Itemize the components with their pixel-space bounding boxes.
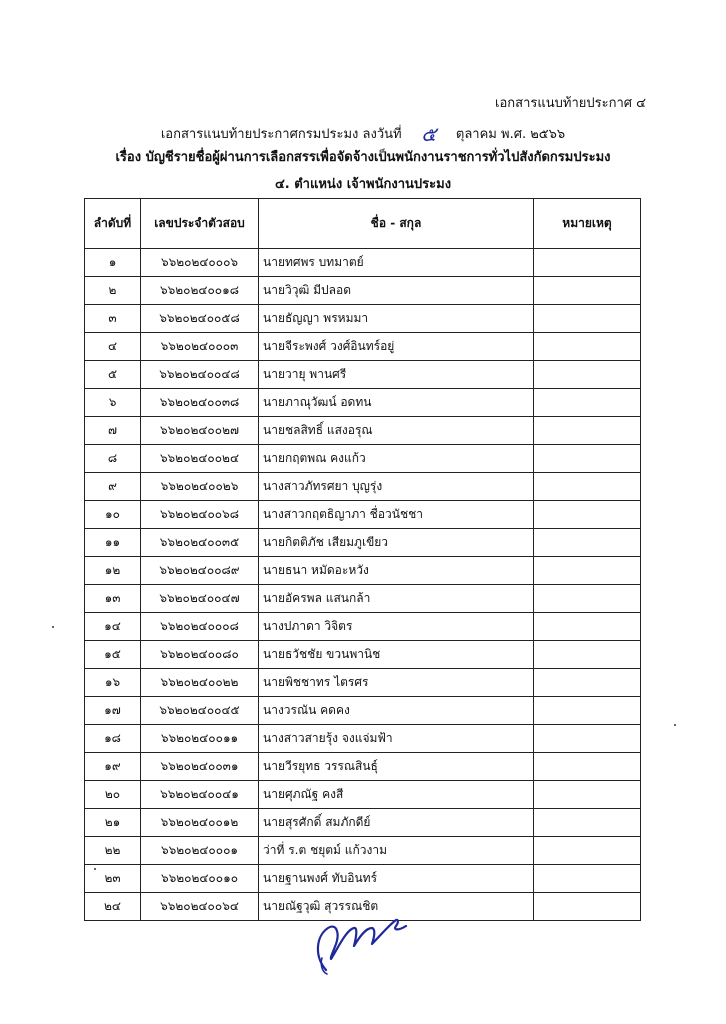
- row-number: ๑๗: [85, 697, 141, 725]
- document-prefix: เอกสารแนบท้ายประกาศกรมประมง ลงวันที่: [160, 127, 402, 142]
- note-cell: [534, 333, 641, 361]
- table-row: [85, 249, 641, 277]
- exam-id-cell: ๖๖๒๐๒๔๐๐๑๑: [141, 725, 259, 753]
- table-row: [85, 585, 641, 613]
- name-cell: นายกิตติภัช เสียมภูเขียว: [259, 529, 534, 557]
- exam-id-cell: ๖๖๒๐๒๔๐๐๓๕: [141, 529, 259, 557]
- row-number: ๑๙: [85, 753, 141, 781]
- table-row: [85, 277, 641, 305]
- row-number: ๒๔: [85, 893, 141, 921]
- exam-id-cell: ๖๖๒๐๒๔๐๐๐๑: [141, 837, 259, 865]
- table-row: [85, 417, 641, 445]
- row-number: ๕: [85, 361, 141, 389]
- name-cell: ว่าที่ ร.ต ชยุตม์ แก้วงาม: [259, 837, 534, 865]
- row-number: ๘: [85, 445, 141, 473]
- table-row: [85, 697, 641, 725]
- note-cell: [534, 501, 641, 529]
- name-cell: นายสุรศักดิ์ สมภักดีย์: [259, 809, 534, 837]
- note-cell: [534, 417, 641, 445]
- note-cell: [534, 613, 641, 641]
- row-number: ๒๒: [85, 837, 141, 865]
- name-cell: นายกฤตพณ คงแก้ว: [259, 445, 534, 473]
- table-header-row: [85, 199, 641, 249]
- table-row: [85, 809, 641, 837]
- table-row: [85, 333, 641, 361]
- row-number: ๑๔: [85, 613, 141, 641]
- table-row: [85, 361, 641, 389]
- exam-id-cell: ๖๖๒๐๒๔๐๐๓๘: [141, 389, 259, 417]
- exam-id-cell: ๖๖๒๐๒๔๐๐๐๓: [141, 333, 259, 361]
- exam-id-cell: ๖๖๒๐๒๔๐๐๖๔: [141, 893, 259, 921]
- exam-id-cell: ๖๖๒๐๒๔๐๐๘๐: [141, 641, 259, 669]
- row-number: ๑๕: [85, 641, 141, 669]
- exam-id-cell: ๖๖๒๐๒๔๐๐๔๘: [141, 361, 259, 389]
- exam-id-cell: ๖๖๒๐๒๔๐๐๒๒: [141, 669, 259, 697]
- candidate-table: [84, 198, 641, 921]
- exam-id-cell: ๖๖๒๐๒๔๐๐๔๗: [141, 585, 259, 613]
- exam-id-cell: ๖๖๒๐๒๔๐๐๔๕: [141, 697, 259, 725]
- row-number: ๙: [85, 473, 141, 501]
- name-cell: นายธัญญา พรหมมา: [259, 305, 534, 333]
- name-cell: นางสาวภัทรศยา บุญรุ่ง: [259, 473, 534, 501]
- name-cell: นางสาวกฤตธิญาภา ชื่อวนัชชา: [259, 501, 534, 529]
- note-cell: [534, 753, 641, 781]
- table-row: [85, 501, 641, 529]
- note-cell: [534, 529, 641, 557]
- row-number: ๑๒: [85, 557, 141, 585]
- exam-id-cell: ๖๖๒๐๒๔๐๐๔๑: [141, 781, 259, 809]
- row-number: ๑: [85, 249, 141, 277]
- note-cell: [534, 865, 641, 893]
- table-row: [85, 641, 641, 669]
- row-number: ๗: [85, 417, 141, 445]
- name-cell: นางสาวสายรุ้ง จงแจ่มฟ้า: [259, 725, 534, 753]
- exam-id-cell: ๖๖๒๐๒๔๐๐๑๐: [141, 865, 259, 893]
- note-cell: [534, 557, 641, 585]
- exam-id-cell: ๖๖๒๐๒๔๐๐๒๗: [141, 417, 259, 445]
- row-number: ๑๑: [85, 529, 141, 557]
- table-row: [85, 529, 641, 557]
- name-cell: นายพิชชาทร ไตรศร: [259, 669, 534, 697]
- name-cell: นายณัฐวุฒิ สุวรรณชิต: [259, 893, 534, 921]
- table-row: [85, 725, 641, 753]
- row-number: ๒๐: [85, 781, 141, 809]
- exam-id-cell: ๖๖๒๐๒๔๐๐๕๘: [141, 305, 259, 333]
- name-cell: นายอัครพล แสนกล้า: [259, 585, 534, 613]
- exam-id-cell: ๖๖๒๐๒๔๐๐๐๘: [141, 613, 259, 641]
- row-number: ๑๖: [85, 669, 141, 697]
- note-cell: [534, 893, 641, 921]
- note-cell: [534, 473, 641, 501]
- note-cell: [534, 697, 641, 725]
- note-cell: [534, 445, 641, 473]
- table-row: [85, 753, 641, 781]
- table-row: [85, 473, 641, 501]
- row-number: ๑๘: [85, 725, 141, 753]
- row-number: ๒๑: [85, 809, 141, 837]
- column-header-note: หมายเหตุ: [534, 199, 641, 249]
- exam-id-cell: ๖๖๒๐๒๔๐๐๘๙: [141, 557, 259, 585]
- handwritten-day: ๕: [421, 122, 437, 146]
- row-number: ๑๐: [85, 501, 141, 529]
- row-number: ๒๓: [85, 865, 141, 893]
- table-row: [85, 389, 641, 417]
- note-cell: [534, 641, 641, 669]
- scan-speck: [52, 626, 54, 628]
- table-row: [85, 445, 641, 473]
- column-header-no: ลำดับที่: [85, 199, 141, 249]
- name-cell: นางปภาดา วิจิตร: [259, 613, 534, 641]
- exam-id-cell: ๖๖๒๐๒๔๐๐๒๖: [141, 473, 259, 501]
- name-cell: นายวีรยุทธ วรรณสินธุ์: [259, 753, 534, 781]
- exam-id-cell: ๖๖๒๐๒๔๐๐๐๖: [141, 249, 259, 277]
- note-cell: [534, 585, 641, 613]
- name-cell: นายธวัชชัย ขวนพานิช: [259, 641, 534, 669]
- note-cell: [534, 361, 641, 389]
- name-cell: นายวิวุฒิ มีปลอด: [259, 277, 534, 305]
- annex-reference: เอกสารแนบท้ายประกาศ ๔: [495, 96, 646, 111]
- note-cell: [534, 277, 641, 305]
- row-number: ๑๓: [85, 585, 141, 613]
- exam-id-cell: ๖๖๒๐๒๔๐๐๑๘: [141, 277, 259, 305]
- exam-id-cell: ๖๖๒๐๒๔๐๐๓๑: [141, 753, 259, 781]
- exam-id-cell: ๖๖๒๐๒๔๐๐๒๔: [141, 445, 259, 473]
- note-cell: [534, 305, 641, 333]
- scan-speck: [94, 868, 96, 870]
- name-cell: นายภาณุวัฒน์ อดทน: [259, 389, 534, 417]
- row-number: ๖: [85, 389, 141, 417]
- note-cell: [534, 389, 641, 417]
- document-month-year: ตุลาคม พ.ศ. ๒๕๖๖: [455, 127, 566, 142]
- exam-id-cell: ๖๖๒๐๒๔๐๐๑๒: [141, 809, 259, 837]
- name-cell: นายฐานพงศ์ ทับอินทร์: [259, 865, 534, 893]
- name-cell: นายวายุ พานศรี: [259, 361, 534, 389]
- column-header-exam-id: เลขประจำตัวสอบ: [141, 199, 259, 249]
- name-cell: นายจีระพงศ์ วงศ์อินทร์อยู่: [259, 333, 534, 361]
- note-cell: [534, 809, 641, 837]
- column-header-name: ชื่อ - สกุล: [259, 199, 534, 249]
- row-number: ๔: [85, 333, 141, 361]
- signature: [300, 886, 420, 978]
- table-row: [85, 669, 641, 697]
- name-cell: นายชลสิทธิ์ แสงอรุณ: [259, 417, 534, 445]
- name-cell: นายทศพร บทมาตย์: [259, 249, 534, 277]
- name-cell: นายธนา หมัดอะหวัง: [259, 557, 534, 585]
- note-cell: [534, 837, 641, 865]
- row-number: ๒: [85, 277, 141, 305]
- table-row: [85, 305, 641, 333]
- scan-speck: [674, 724, 676, 726]
- note-cell: [534, 249, 641, 277]
- table-body: [85, 249, 641, 921]
- note-cell: [534, 669, 641, 697]
- note-cell: [534, 781, 641, 809]
- name-cell: นางวรณัน คดคง: [259, 697, 534, 725]
- note-cell: [534, 725, 641, 753]
- table-row: [85, 781, 641, 809]
- row-number: ๓: [85, 305, 141, 333]
- name-cell: นายศุภณัฐ คงสี: [259, 781, 534, 809]
- table-row: [85, 837, 641, 865]
- table-row: [85, 557, 641, 585]
- position-title: ๔. ตำแหน่ง เจ้าพนักงานประมง: [274, 177, 452, 192]
- exam-id-cell: ๖๖๒๐๒๔๐๐๖๘: [141, 501, 259, 529]
- table-row: [85, 613, 641, 641]
- document-subject: เรื่อง บัญชีรายชื่อผู้ผ่านการเลือกสรรเพื่อจัดจ้างเป็นพนักงานราชการทั่วไปสังกัดกรมประมง: [115, 150, 611, 165]
